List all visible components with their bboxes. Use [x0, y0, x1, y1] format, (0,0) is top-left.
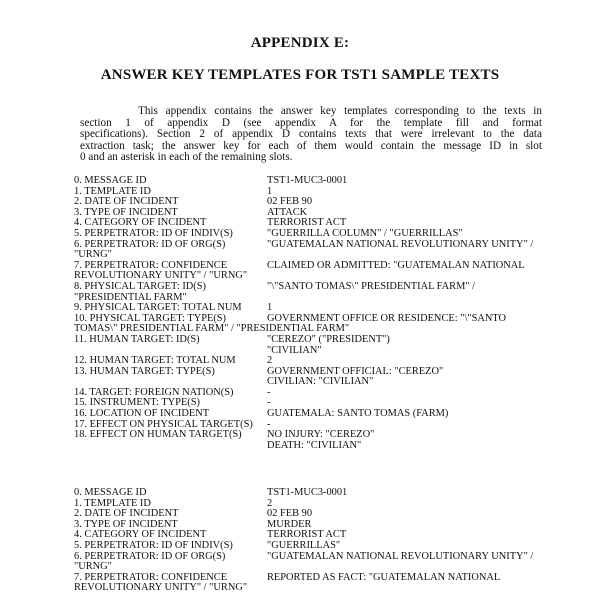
slot-label: 5. PERPETRATOR: ID OF INDIV(S) [74, 539, 233, 551]
slot-value: GOVERNMENT OFFICIAL: "CEREZO" [267, 365, 444, 377]
slot-label: 16. LOCATION OF INCIDENT [74, 408, 210, 420]
template-row [74, 176, 544, 187]
slot-label: 3. TYPE OF INCIDENT [74, 518, 178, 530]
slot-label: 10. PHYSICAL TARGET: TYPE(S) [74, 312, 227, 324]
slot-value: "GUERRILLA COLUMN" / "GUERRILLAS" [267, 227, 463, 239]
slot-value: "GUERRILLAS" [267, 539, 341, 551]
slot-label: 2. DATE OF INCIDENT [74, 196, 179, 208]
slot-label: 3. TYPE OF INCIDENT [74, 206, 178, 218]
template-row [74, 314, 544, 335]
appendix-subheading: ANSWER KEY TEMPLATES FOR TST1 SAMPLE TEXTS [100, 67, 500, 83]
template-row [74, 541, 544, 552]
slot-value-continuation: DEATH: "CIVILIAN" [267, 439, 362, 451]
slot-label: 18. EFFECT ON HUMAN TARGET(S) [74, 429, 242, 441]
slot-value: "GUATEMALAN NATIONAL REVOLUTIONARY UNITY" / [267, 238, 534, 250]
slot-value: - [267, 418, 271, 430]
slot-value: 02 FEB 90 [267, 508, 313, 520]
slot-value: GUATEMALA: SANTO TOMAS (FARM) [267, 408, 449, 420]
template-row [74, 430, 544, 451]
template-row [74, 240, 544, 261]
slot-continuation: "PRESIDENTIAL FARM" [74, 291, 187, 303]
slot-value: TERRORIST ACT [267, 529, 347, 541]
slot-value-continuation: CIVILIAN: "CIVILIAN" [267, 376, 374, 388]
slot-label: 4. CATEGORY OF INCIDENT [74, 529, 207, 541]
slot-continuation: TOMAS\" PRESIDENTIAL FARM" / "PRESIDENTIAL FARM" [74, 323, 350, 335]
slot-label: 6. PERPETRATOR: ID OF ORG(S) [74, 238, 226, 250]
slot-label: 0. MESSAGE ID [74, 175, 147, 186]
intro-line: extraction task; the answer key for each of them would contain the message ID in slot [80, 139, 542, 152]
slot-label: 5. PERPETRATOR: ID OF INDIV(S) [74, 227, 233, 239]
slot-value: ATTACK [267, 206, 308, 218]
template-row [74, 367, 544, 388]
appendix-heading: APPENDIX E: [250, 35, 350, 51]
slot-label: 2. DATE OF INCIDENT [74, 508, 179, 520]
template-row [74, 488, 544, 499]
intro-paragraph [80, 106, 542, 164]
slot-value: - [267, 386, 271, 398]
slot-label: 4. CATEGORY OF INCIDENT [74, 217, 207, 229]
template-row [74, 229, 544, 240]
intro-line: 0 and an asterisk in each of the remaining slots. [80, 151, 293, 163]
answer-key-template-2 [74, 488, 544, 594]
intro-line: This appendix contains the answer key templates corresponding to the texts in [138, 105, 542, 117]
slot-label: 8. PHYSICAL TARGET: ID(S) [74, 280, 206, 292]
template-row [74, 261, 544, 282]
slot-label: 0. MESSAGE ID [74, 487, 147, 498]
slot-continuation: "URNG" [74, 249, 112, 261]
template-row [74, 552, 544, 573]
template-row [74, 282, 544, 303]
slot-label: 1. TEMPLATE ID [74, 497, 151, 509]
slot-value: MURDER [267, 518, 312, 530]
slot-value: TERRORIST ACT [267, 217, 347, 229]
answer-key-template-1 [74, 176, 544, 451]
slot-value: 1 [267, 185, 273, 197]
slot-label: 9. PHYSICAL TARGET: TOTAL NUM [74, 302, 242, 314]
slot-value-continuation: "CIVILIAN" [267, 344, 322, 356]
slot-continuation: "URNG" [74, 561, 112, 573]
slot-value: 1 [267, 302, 273, 314]
slot-value: 2 [267, 497, 273, 509]
slot-value: "CEREZO" ("PRESIDENT") [267, 333, 390, 345]
slot-continuation: REVOLUTIONARY UNITY" / "URNG" [74, 582, 248, 594]
slot-label: 14. TARGET: FOREIGN NATION(S) [74, 386, 234, 398]
slot-value: GOVERNMENT OFFICE OR RESIDENCE: "\"SANTO [267, 312, 507, 324]
slot-value: NO INJURY: "CEREZO" [267, 429, 375, 441]
slot-label: 11. HUMAN TARGET: ID(S) [74, 333, 200, 345]
slot-value: TST1-MUC3-0001 [267, 175, 348, 186]
slot-label: 13. HUMAN TARGET: TYPE(S) [74, 365, 215, 377]
slot-label: 15. INSTRUMENT: TYPE(S) [74, 397, 201, 409]
slot-value: "GUATEMALAN NATIONAL REVOLUTIONARY UNITY" / [267, 550, 534, 562]
slot-value: "\"SANTO TOMAS\" PRESIDENTIAL FARM" / [267, 280, 476, 292]
slot-value: 2 [267, 355, 273, 367]
slot-label: 17. EFFECT ON PHYSICAL TARGET(S) [74, 418, 253, 430]
slot-value: REPORTED AS FACT: "GUATEMALAN NATIONAL [267, 571, 501, 583]
slot-label: 12. HUMAN TARGET: TOTAL NUM [74, 355, 236, 367]
intro-line: specifications). Section 2 of appendix D contains texts that were irrelevant to the data [80, 128, 542, 140]
slot-value: CLAIMED OR ADMITTED: "GUATEMALAN NATIONAL [267, 259, 525, 271]
slot-value: TST1-MUC3-0001 [267, 487, 348, 498]
slot-label: 6. PERPETRATOR: ID OF ORG(S) [74, 550, 226, 562]
slot-continuation: REVOLUTIONARY UNITY" / "URNG" [74, 270, 248, 282]
slot-value: 02 FEB 90 [267, 196, 313, 208]
slot-value: - [267, 397, 271, 409]
template-row [74, 573, 544, 594]
template-row [74, 335, 544, 356]
slot-label: 7. PERPETRATOR: CONFIDENCE [74, 259, 228, 271]
slot-label: 7. PERPETRATOR: CONFIDENCE [74, 571, 228, 583]
slot-label: 1. TEMPLATE ID [74, 185, 151, 197]
intro-line: section 1 of appendix D (see appendix A for the template fill and format [80, 116, 542, 129]
